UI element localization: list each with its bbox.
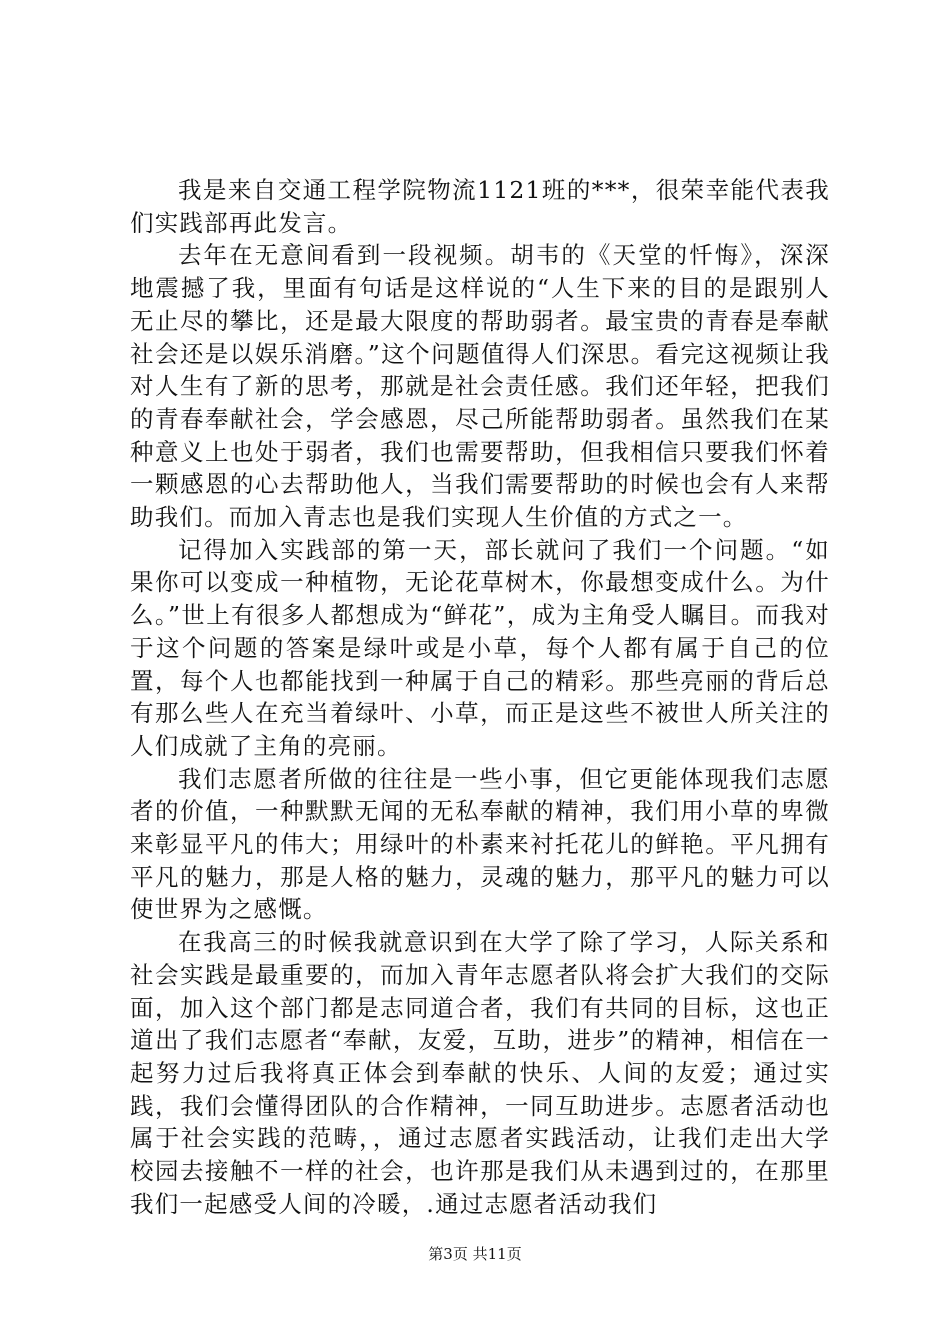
paragraph-5: 在我高三的时候我就意识到在大学了除了学习，人际关系和社会实践是最重要的，而加入青年志愿者队将会扩大我们的交际面，加入这个部门都是志同道合者，我们有共同的目标，这也正道出了我们志愿者“奉献，友爱，互助，进步”的精神，相信在一起努力过后我将真正体会到奉献的快乐、人间的友爱；通过实践，我们会懂得团队的合作精神，一同互助进步。志愿者活动也属于社会实践的范畴，，通过志愿者实践活动，让我们走出大学校园去接触不一样的社会，也许那是我们从未遇到过的，在那里我们一起感受人间的冷暖，.通过志愿者活动我们: [130, 928, 830, 1218]
paragraph-1: 我是来自交通工程学院物流1121班的***，很荣幸能代表我们实践部再此发言。: [130, 176, 830, 237]
paragraph-2: 去年在无意间看到一段视频。胡韦的《天堂的忏悔》，深深地震撼了我，里面有句话是这样说的“人生下来的目的是跟别人无止尽的攀比，还是最大限度的帮助弱者。最宝贵的青春是奉献社会还是以娱乐消磨。”这个问题值得人们深思。看完这视频让我对人生有了新的思考，那就是社会责任感。我们还年轻，把我们的青春奉献社会，学会感恩，尽己所能帮助弱者。虽然我们在某种意义上也处于弱者，我们也需要帮助，但我相信只要我们怀着一颗感恩的心去帮助他人，当我们需要帮助的时候也会有人来帮助我们。而加入青志也是我们实现人生价值的方式之一。: [130, 241, 830, 532]
paragraph-3: 记得加入实践部的第一天，部长就问了我们一个问题。“如果你可以变成一种植物，无论花草树木，你最想变成什么。为什么。”世上有很多人都想成为“鲜花”，成为主角受人瞩目。而我对于这个问题的答案是绿叶或是小草，每个人都有属于自己的位置，每个人也都能找到一种属于自己的精彩。那些亮丽的背后总有那么些人在充当着绿叶、小草，而正是这些不被世人所关注的人们成就了主角的亮丽。: [130, 535, 830, 760]
page-footer: 第3页 共11页: [428, 1245, 522, 1263]
document-body: [130, 174, 830, 1221]
paragraph-4: 我们志愿者所做的往往是一些小事，但它更能体现我们志愿者的价值，一种默默无闻的无私奉献的精神，我们用小草的卑微来彰显平凡的伟大；用绿叶的朴素来衬托花儿的鲜艳。平凡拥有平凡的魅力，那是人格的魅力，灵魂的魅力，那平凡的魅力可以使世界为之感慨。: [130, 764, 830, 924]
